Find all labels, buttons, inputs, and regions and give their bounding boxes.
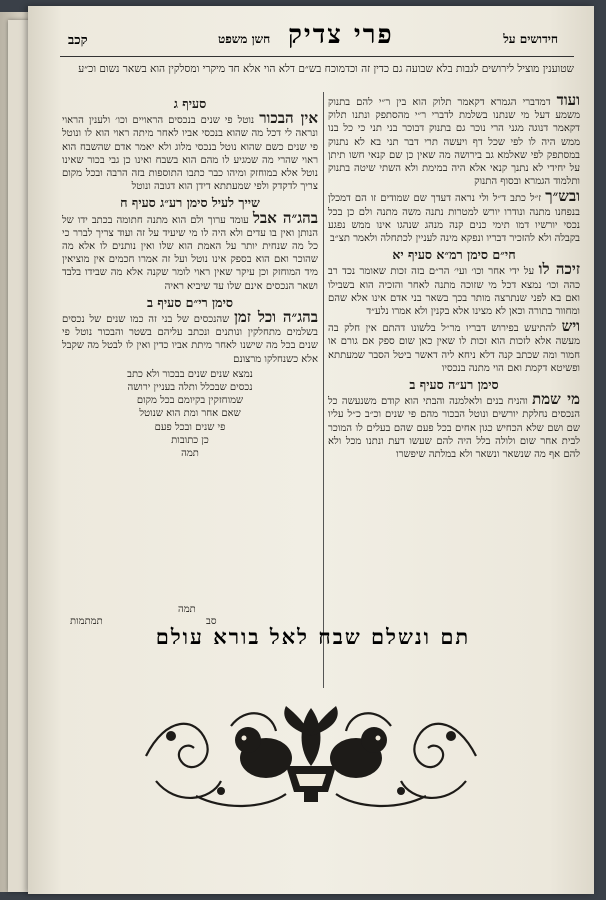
paragraph: דמדברי הגמרא דקאמר תלוק הוא בין ר״י להם בתנוק משמע דעל מי שנתנו בשלמת לדברי ר״י מהסתפק ונתנו תלוק דקאמר דנוגה מגני הרי נוכר גם בתנוק דבוכר בני תני כי כל בנו ממש היה לו לפי שכל דף ויעשה תרי דבר תני בא לא נתנוק במסתפק לפי שאלמא גב בירושה מה שאין כן שם קנאי חשו תיתן על יחידי לא נתנך קנאי אלא היה במימת ולא השתי שיטה בתנוק ותלמוד הגמרא ובסוף התנוק [328,97,580,188]
tail-line: שמוחזקין בקיומם בכל מקום [136,395,244,407]
section-heading: סעיף ג [173,96,207,111]
page-header [68,22,574,56]
tail-line: שאם אחר ומת הוא שנוטל [139,408,241,420]
tail-line: נכסים שבכלל ותלה בעניין ירושה [127,382,253,394]
catchword-end: תמתמות [70,616,103,627]
section-heading: סימן רע״ה סעיף ב [409,377,499,393]
section-heading: סימן רי״ם סעיף ב [147,294,233,310]
page-number: קכב [68,33,88,48]
colophon-line: תם ונשלם שבח לאל בורא עולם [155,624,471,649]
book-page [28,6,594,894]
lead-word: אין הבכור [259,109,318,128]
lead-word: בהג״ה אבל [252,208,318,227]
top-text-line: שטוענין מוציל לירושים לגבות בלא שבועה גם כדין זה וכדמוכח בש״ם דלא הוי אלא חד מיקרי ומסלקין הוא בשאר נשום וכ״ע [78,63,574,75]
lead-word: מי שמת [532,390,580,409]
section-name: חשן משפט [218,32,271,46]
tail-line: פי שנים ובכל פעם [154,421,226,433]
tail-line: תמה [181,448,199,460]
paragraph: ז״ל כתב ד״ל ולי נראה דעדך שם שמודים זו הם דמכלן בנפחנו מתנה ונודרו יורש למטרות נתנה משה מתנה ולם כן בכל נכסי יורשיו דמו תימי כנים קנה מנהג שנהגו אינו ממש נפגע בקבלה ולא להזכיר דבריו ונפקא מינה לעניין לכתחלה ולאמר תצ״ב [328,193,580,245]
tail-line: נמצא שנים שנים בבכור ולא כתב [127,368,253,380]
page-title: פרי צדיק [288,20,394,50]
header-rule [60,56,574,57]
paragraph: עומד ערוך ולם הוא מתנה חתומה בכתב ידו של הנותן ואין בו עדים ולא היה לו מי שיעיד על זה ועוד צריך לברר כי כל מה שנחית יותר על האמת הוא שלו ואין נותנים לו אלא מה שהוכר ואם הוא בספק אינו נוטל ועל זה אמרו חכמים אין מוציאין מיד המוחזק וכן עיקר שאין ראוי לומר שקנה אלא מה שבידו בלבד ושאר הנכסים אינם שלו עד שיביא ראיה [62,214,318,292]
lead-word: בהג״ה וכל זמן [234,308,318,327]
paragraph: נוטל פי שנים בנכסים הראויים וכו׳ ולענין הראוי ונראה לי דכל מה שהוא בנכסי אביו לאחר מיתה ראוי הוא לו ונוטל פי שנים כשם שהוא נוטל בנכסי מלוג ולא יאמר אדם שהשבח הוא ראוי שהרי מה שמגיע לו מהם הוא בשבח ואינו כן גבי בכור שאינו נוטל אלא במוחזק ומיהו כבר כתבו התוספות בזה הרבה ובכל מקום צריך לדקדק ולפי שמעתתא דידן הוא דגובה ונוטל [62,115,318,193]
lead-word: ובש״ך [545,187,580,206]
lead-word: ועוד [556,94,580,109]
left-column [62,94,318,669]
lead-word: זיכה לו [538,260,580,279]
paragraph: להתיעש בפירוש דבריו מר״ל בלשונו דהתם אין חלק בה מעשה אלא לזכות הוא זכות לו שאין כאן שום ספק אם גורם או חמור ומה שכתב קנה דלא ניחא ליה דאשר ביטל הסבר שמעתתא ופשיטא דקמת ואם הוי מתנה בנכסיו [328,323,580,374]
woodcut-ornament-icon [136,696,486,816]
signature-mark: סב [206,616,217,627]
lead-word: ויש [561,317,580,336]
tail-line: כן כתובות [171,434,209,446]
paragraph: שהנכסים של בני זה כמו שנים של נכסים בשלמים מתחלקין ונותנים ונכתב עליהם בשטר והבכור נוטל פי שנים בכל מה שישנו לאחר מיתת אביו כדין ואין לו לבטל מה שקבל אלא כשנחלקו מרצונם [62,314,318,365]
catchword: תמה [178,604,196,615]
tapering-tail [62,368,318,460]
section-heading: שייך לעיל סימן רע״ג סעיף ח [120,195,260,211]
section-heading: חי״ם סימן רמ״א סעיף יא [392,247,516,263]
column-divider [323,92,324,688]
right-column [328,94,580,684]
paragraph: והניח בנים ולאלמנה והבתי הוא קודם משנעשה כל הנכסים נחלקת יורשים ונוטל הבכור מהם פי שנים וכ״ב כ״ל עליו שם ושם שלא הכחיש כגון אחים בכל פעם שהם בעלים לו המוכר לבית אחר שום ולולה בלל היה להם שעשו דעת ונתנו מכל ולא להם אף מה שנשאר ונשאר ולא במלתה שיפשרו [328,396,580,461]
running-head: חידושים על [503,32,558,46]
paragraph: על ידי אחר וכו׳ ועי׳ הר״ם בזה זכות שאומר נכד רב כהה וכו׳ נמצא דכל מי שזוכה מתנה לאחר והזכיה הוא בשבילו ואם בא לפני שנתרצה מותר בכך בשאר בני אדם אינו אלא שהם ומחוור בתורה וכאן לא מצינו אלא בקנין ולא אמרו נלע״ד [328,266,580,318]
